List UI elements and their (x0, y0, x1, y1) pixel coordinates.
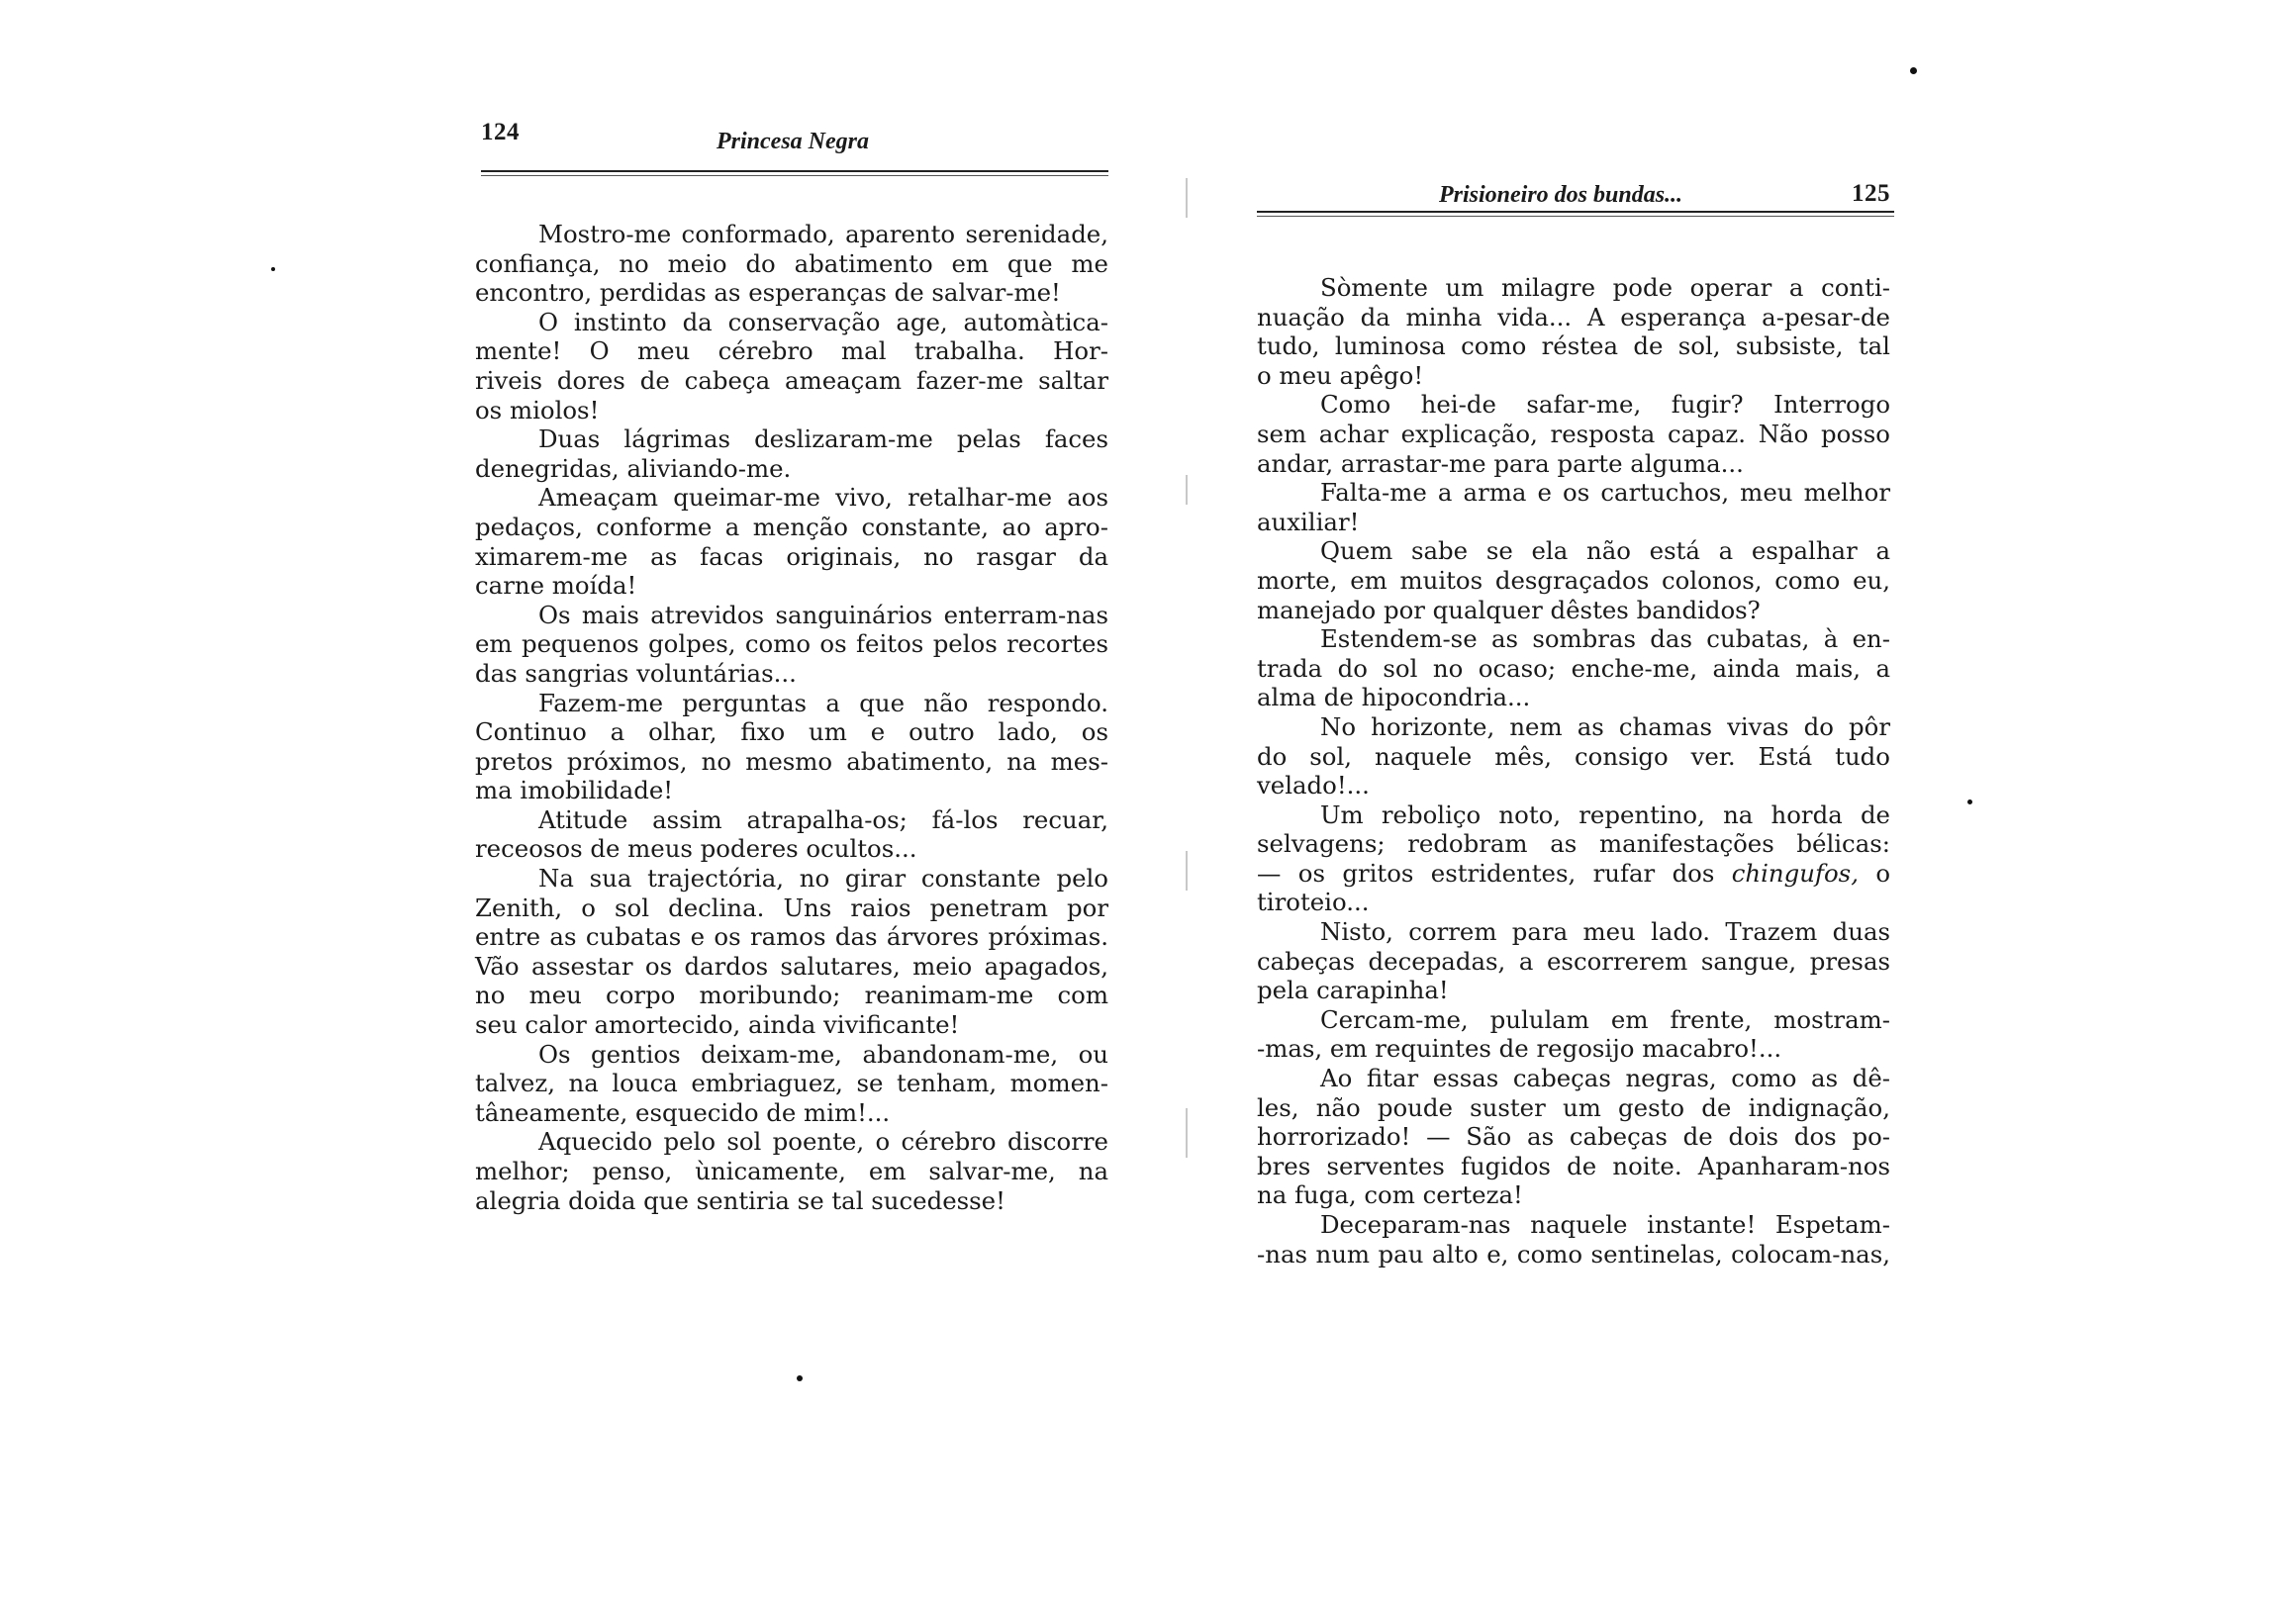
text-line: Continuo a olhar, fixo um e outro lado, os (475, 717, 1108, 747)
text-line: nuação da minha vida... A esperança a-pesar-de (1257, 302, 1890, 331)
text-line: em pequenos golpes, como os feitos pelos recortes (475, 629, 1108, 659)
gutter-mark (1186, 178, 1188, 218)
text-line: do sol, naquele mês, consigo ver. Está tudo (1257, 741, 1890, 771)
text-line: manejado por qualquer dêstes bandidos? (1257, 595, 1761, 624)
text-line: denegridas, aliviando-me. (475, 453, 792, 483)
gutter-mark (1186, 851, 1188, 891)
text-line: sem achar explicação, resposta capaz. Não posso (1257, 419, 1890, 448)
text-line: horrorizado! — São as cabeças de dois dos po- (1257, 1122, 1890, 1152)
text-line: o meu apêgo! (1257, 360, 1424, 390)
text-line: das sangrias voluntárias... (475, 658, 797, 688)
text-line: ximarem-me as facas originais, no rasgar da (475, 541, 1108, 571)
text-line: encontro, perdidas as esperanças de salvar-me! (475, 278, 1061, 308)
text-line: na fuga, com certeza! (1257, 1180, 1523, 1210)
text-line: alma de hipocondria... (1257, 683, 1531, 712)
right-running-title: Prisioneiro dos bundas... (1439, 182, 1683, 208)
text-line: Cercam-me, pululam em frente, mostram- (1320, 1004, 1890, 1034)
text-line: velado!... (1257, 771, 1370, 800)
text-line: Deceparam-nas naquele instante! Espetam- (1320, 1210, 1890, 1239)
text-line: Duas lágrimas deslizaram-me pelas faces (538, 424, 1108, 454)
text-line: cabeças decepadas, a escorrerem sangue, presas (1257, 946, 1890, 976)
text-line: -mas, em requintes de regosijo macabro!... (1257, 1034, 1782, 1064)
text-line: ma imobilidade! (475, 776, 674, 805)
text-line: no meu corpo moribundo; reanimam-me com (475, 981, 1108, 1010)
text-line: melhor; penso, ùnicamente, em salvar-me, na (475, 1157, 1108, 1185)
text-line: carne moída! (475, 571, 637, 601)
text-line: Falta-me a arma e os cartuchos, meu melhor (1320, 478, 1890, 508)
gutter-mark (1186, 1108, 1188, 1158)
text-line: confiança, no meio do abatimento em que me (475, 248, 1108, 278)
text-line: Ao fitar essas cabeças negras, como as dê- (1320, 1064, 1890, 1093)
text-line: riveis dores de cabeça ameaçam fazer-me saltar (475, 365, 1108, 395)
text-line: Nisto, correm para meu lado. Trazem duas (1320, 917, 1890, 947)
left-body-text (475, 220, 1108, 1215)
text-line: receosos de meus poderes ocultos... (475, 834, 917, 864)
text-line: alegria doida que sentiria se tal sucedesse! (475, 1185, 1005, 1215)
text-line: Atitude assim atrapalha-os; fá-los recuar, (538, 804, 1108, 834)
gutter-mark (1186, 475, 1188, 505)
right-page-number: 125 (1852, 180, 1890, 207)
text-line: pedaços, conforme a menção constante, ao apro- (475, 512, 1108, 541)
text-line: Mostro-me conformado, aparento serenidade, (538, 220, 1108, 248)
text-line: trada do sol no ocaso; enche-me, ainda mais, a (1257, 653, 1890, 683)
text-line: tâneamente, esquecido de mim!... (475, 1097, 891, 1127)
left-page-number: 124 (481, 119, 520, 145)
left-header-rule (481, 170, 1108, 176)
text-line: pela carapinha! (1257, 976, 1449, 1005)
text-line: — os gritos estridentes, rufar dos chingufos, o (1257, 858, 1891, 888)
text-line: Fazem-me perguntas a que não respondo. (538, 688, 1108, 717)
text-line: Os mais atrevidos sanguinários enterram-nas (538, 600, 1108, 629)
text-line: selvagens; redobram as manifestações bélicas: (1257, 829, 1890, 859)
text-line: les, não poude suster um gesto de indignação, (1257, 1092, 1890, 1122)
text-line: tudo, luminosa como réstea de sol, subsiste, tal (1257, 331, 1890, 361)
text-line: andar, arrastar-me para parte alguma... (1257, 448, 1744, 478)
text-line: entre as cubatas e os ramos das árvores próximas. (475, 922, 1108, 952)
text-line: talvez, na louca embriaguez, se tenham, momen- (475, 1069, 1108, 1098)
left-page-header (475, 119, 1108, 158)
text-line: mente! O meu cérebro mal trabalha. Hor- (475, 336, 1108, 366)
text-line: Na sua trajectória, no girar constante pelo (538, 864, 1108, 894)
text-line: Estendem-se as sombras das cubatas, à en- (1320, 624, 1890, 654)
text-line: Aquecido pelo sol poente, o cérebro discorre (538, 1127, 1108, 1157)
text-line: pretos próximos, no mesmo abatimento, na mes- (475, 746, 1108, 776)
text-line: auxiliar! (1257, 507, 1360, 536)
scan-speck (797, 1375, 803, 1381)
text-line: Sòmente um milagre pode operar a conti- (1320, 273, 1890, 302)
text-line: Ameaçam queimar-me vivo, retalhar-me aos (538, 483, 1108, 513)
right-page-header (1257, 176, 1890, 216)
text-line: bres serventes fugidos de noite. Apanharam-nos (1257, 1151, 1890, 1180)
text-line: Como hei-de safar-me, fugir? Interrogo (1320, 390, 1890, 420)
text-line: Um reboliço noto, repentino, na horda de (1320, 800, 1890, 829)
right-header-rule (1257, 211, 1894, 217)
text-line: Os gentios deixam-me, abandonam-me, ou (538, 1039, 1108, 1069)
scan-speck (1910, 67, 1917, 74)
scan-speck (1967, 800, 1972, 804)
text-line: Zenith, o sol declina. Uns raios penetram por (475, 893, 1108, 922)
text-line: -nas num pau alto e, como sentinelas, colocam-nas, (1257, 1239, 1890, 1269)
text-line: O instinto da conservação age, automàtica- (538, 307, 1108, 336)
text-line: seu calor amortecido, ainda vivificante! (475, 1010, 960, 1040)
text-line: tiroteio... (1257, 888, 1370, 917)
text-line: Quem sabe se ela não está a espalhar a (1320, 536, 1890, 566)
text-line: Vão assestar os dardos salutares, meio apagados, (475, 951, 1108, 981)
scan-speck (271, 267, 275, 271)
left-running-title: Princesa Negra (717, 129, 869, 154)
text-line: No horizonte, nem as chamas vivas do pôr (1320, 711, 1890, 741)
text-line: morte, em muitos desgraçados colonos, como eu, (1257, 565, 1890, 595)
text-line: os miolos! (475, 395, 600, 424)
right-body-text (1257, 273, 1890, 1269)
